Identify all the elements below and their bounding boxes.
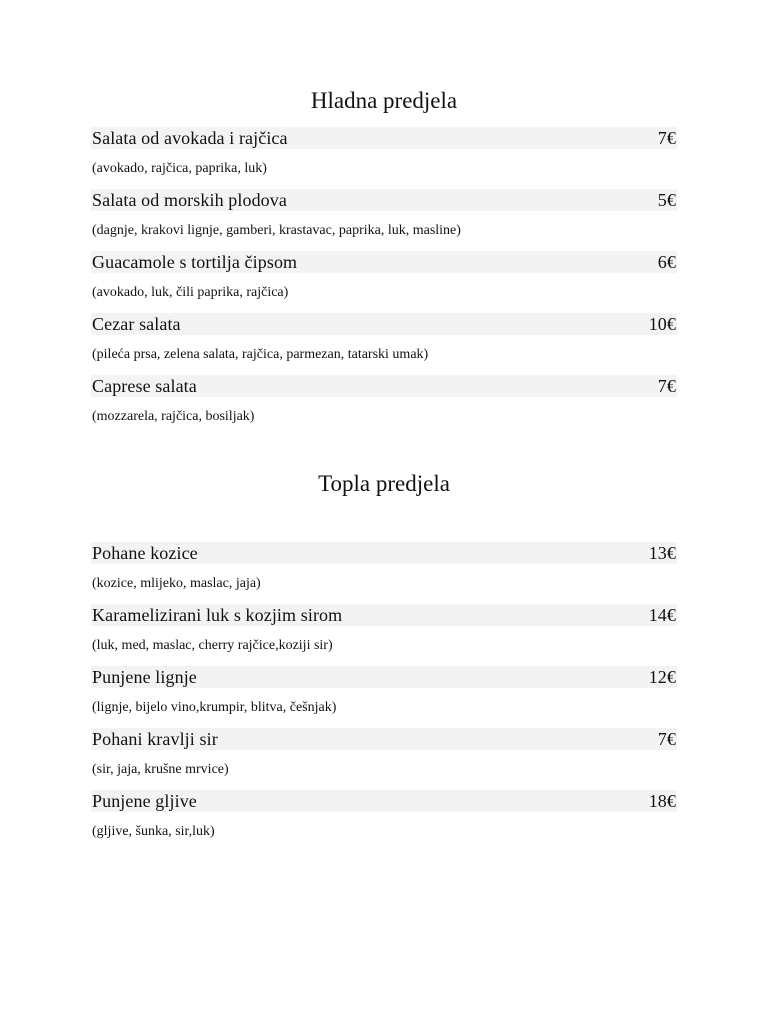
menu-item-description: (gljive, šunka, sir,luk) (92, 824, 215, 839)
menu-item-description: (luk, med, maslac, cherry rajčice,koziji sir) (92, 638, 333, 653)
menu-item-price: 14€ (648, 604, 676, 625)
menu-section-warm-starters (91, 470, 677, 852)
section-title: Topla predjela (318, 471, 450, 496)
menu-item-header (91, 542, 677, 564)
menu-item-name: Karamelizirani luk s kozjim sirom (92, 604, 343, 625)
menu-item-header (91, 790, 677, 812)
menu-item-price: 12€ (648, 666, 676, 687)
menu-item-header (91, 728, 677, 750)
menu-item-description: (avokado, luk, čili paprika, rajčica) (92, 285, 289, 300)
menu-item-header (91, 604, 677, 626)
menu-item-name: Salata od avokada i rajčica (92, 127, 288, 148)
menu-item-list (91, 127, 677, 437)
menu-item-header (91, 375, 677, 397)
menu-item-price: 6€ (657, 251, 676, 272)
menu-item-name: Pohani kravlji sir (92, 728, 218, 749)
menu-item (91, 604, 677, 666)
menu-item-name: Punjene lignje (92, 666, 197, 687)
menu-item-price: 18€ (648, 790, 676, 811)
menu-item-description: (mozzarela, rajčica, bosiljak) (92, 409, 255, 424)
menu-item (91, 127, 677, 189)
menu-item (91, 666, 677, 728)
menu-item-name: Caprese salata (92, 375, 197, 396)
menu-item (91, 313, 677, 375)
menu-item-description: (pileća prsa, zelena salata, rajčica, parmezan, tatarski umak) (92, 347, 429, 362)
menu-item-header (91, 251, 677, 273)
menu-item-header (91, 127, 677, 149)
section-title: Hladna predjela (310, 88, 458, 113)
menu-item-description: (sir, jaja, krušne mrvice) (92, 762, 229, 777)
menu-item-price: 13€ (648, 542, 676, 563)
menu-item-price: 7€ (657, 127, 676, 148)
menu-item (91, 728, 677, 790)
menu-item-name: Cezar salata (92, 313, 181, 334)
menu-item-header (91, 666, 677, 688)
menu-item (91, 375, 677, 437)
menu-section-cold-starters (91, 87, 677, 437)
menu-item-description: (avokado, rajčica, paprika, luk) (92, 161, 267, 176)
menu-item-price: 5€ (657, 189, 676, 210)
menu-item-name: Guacamole s tortilja čipsom (92, 251, 298, 272)
menu-item-header (91, 313, 677, 335)
menu-item-description: (dagnje, krakovi lignje, gamberi, krastavac, paprika, luk, masline) (92, 223, 461, 238)
menu-item (91, 189, 677, 251)
menu-item-price: 7€ (657, 375, 676, 396)
menu-item-header (91, 189, 677, 211)
menu-item-name: Punjene gljive (92, 790, 197, 811)
menu-item-list (91, 542, 677, 852)
menu-item-price: 7€ (657, 728, 676, 749)
menu-item (91, 790, 677, 852)
menu-item-description: (lignje, bijelo vino,krumpir, blitva, češnjak) (92, 700, 337, 715)
menu-item (91, 251, 677, 313)
menu-item-name: Pohane kozice (92, 542, 198, 563)
menu-item (91, 542, 677, 604)
menu-item-name: Salata od morskih plodova (92, 189, 287, 210)
menu-item-price: 10€ (648, 313, 676, 334)
menu-item-description: (kozice, mlijeko, maslac, jaja) (92, 576, 261, 591)
